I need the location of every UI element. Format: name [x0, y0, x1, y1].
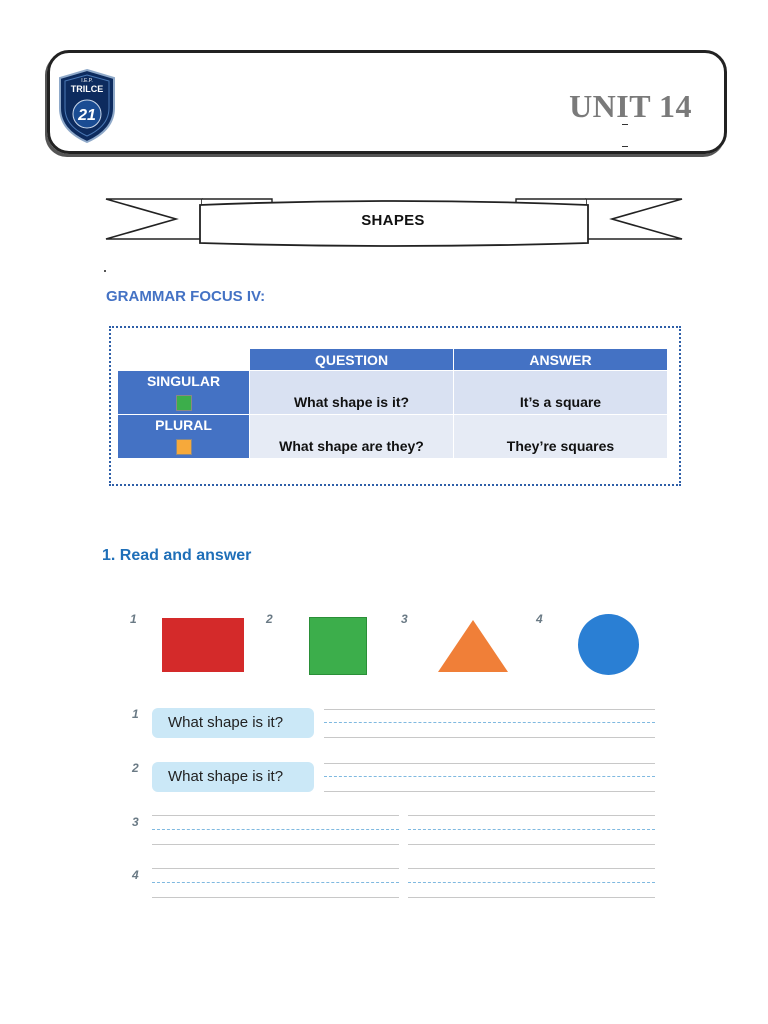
writing-line [408, 815, 655, 816]
answer-number: 3 [132, 815, 139, 829]
writing-line-guide [152, 882, 399, 883]
writing-line [152, 868, 399, 869]
row-label-singular [118, 371, 250, 415]
grammar-table [117, 348, 668, 459]
writing-line [408, 868, 655, 869]
shape-number: 1 [130, 612, 137, 626]
writing-line [152, 844, 399, 845]
decorative-dot [104, 270, 106, 272]
shape-number: 2 [266, 612, 273, 626]
writing-line-guide [324, 722, 655, 723]
grammar-heading: GRAMMAR FOCUS IV: [106, 288, 266, 305]
question-cell: What shape is it? [250, 371, 454, 415]
empty-corner [118, 349, 250, 371]
decorative-mark [622, 124, 628, 125]
shape-number: 4 [536, 612, 543, 626]
writing-line [408, 897, 655, 898]
green-square [309, 617, 367, 675]
writing-line [324, 737, 655, 738]
writing-line-guide [152, 829, 399, 830]
table-row [118, 415, 668, 459]
svg-text:TRILCE: TRILCE [70, 84, 104, 94]
answer-number: 4 [132, 868, 139, 882]
column-header-question: QUESTION [250, 349, 454, 371]
writing-line [408, 844, 655, 845]
writing-line-guide [324, 776, 655, 777]
prompt-bubble: What shape is it? [152, 708, 314, 738]
writing-line [324, 709, 655, 710]
writing-line-guide [408, 882, 655, 883]
green-square-icon [176, 395, 192, 411]
orange-triangle [436, 618, 510, 674]
question-cell: What shape are they? [250, 415, 454, 459]
row-label-text: SINGULAR [146, 373, 221, 389]
banner-title: SHAPES [361, 212, 425, 229]
shape-number: 3 [401, 612, 408, 626]
answer-number: 1 [132, 707, 139, 721]
answer-number: 2 [132, 761, 139, 775]
column-header-answer: ANSWER [454, 349, 668, 371]
writing-line [324, 791, 655, 792]
row-label-plural [118, 415, 250, 459]
blue-circle [578, 614, 639, 675]
unit-title: UNIT 14 [569, 88, 692, 124]
writing-line [152, 897, 399, 898]
orange-square-icon [176, 439, 192, 455]
table-row [118, 371, 668, 415]
writing-line-guide [408, 829, 655, 830]
prompt-bubble: What shape is it? [152, 762, 314, 792]
answer-cell: They’re squares [454, 415, 668, 459]
row-label-text: PLURAL [155, 417, 212, 433]
red-rectangle [162, 618, 244, 672]
writing-line [324, 763, 655, 764]
svg-text:I.E.P.: I.E.P. [81, 78, 93, 84]
decorative-mark [622, 146, 628, 147]
answer-cell: It’s a square [454, 371, 668, 415]
table-header-row [118, 349, 668, 371]
svg-text:21: 21 [78, 107, 96, 124]
school-logo [56, 68, 118, 144]
exercise-heading: 1. Read and answer [102, 547, 252, 564]
writing-line [152, 815, 399, 816]
